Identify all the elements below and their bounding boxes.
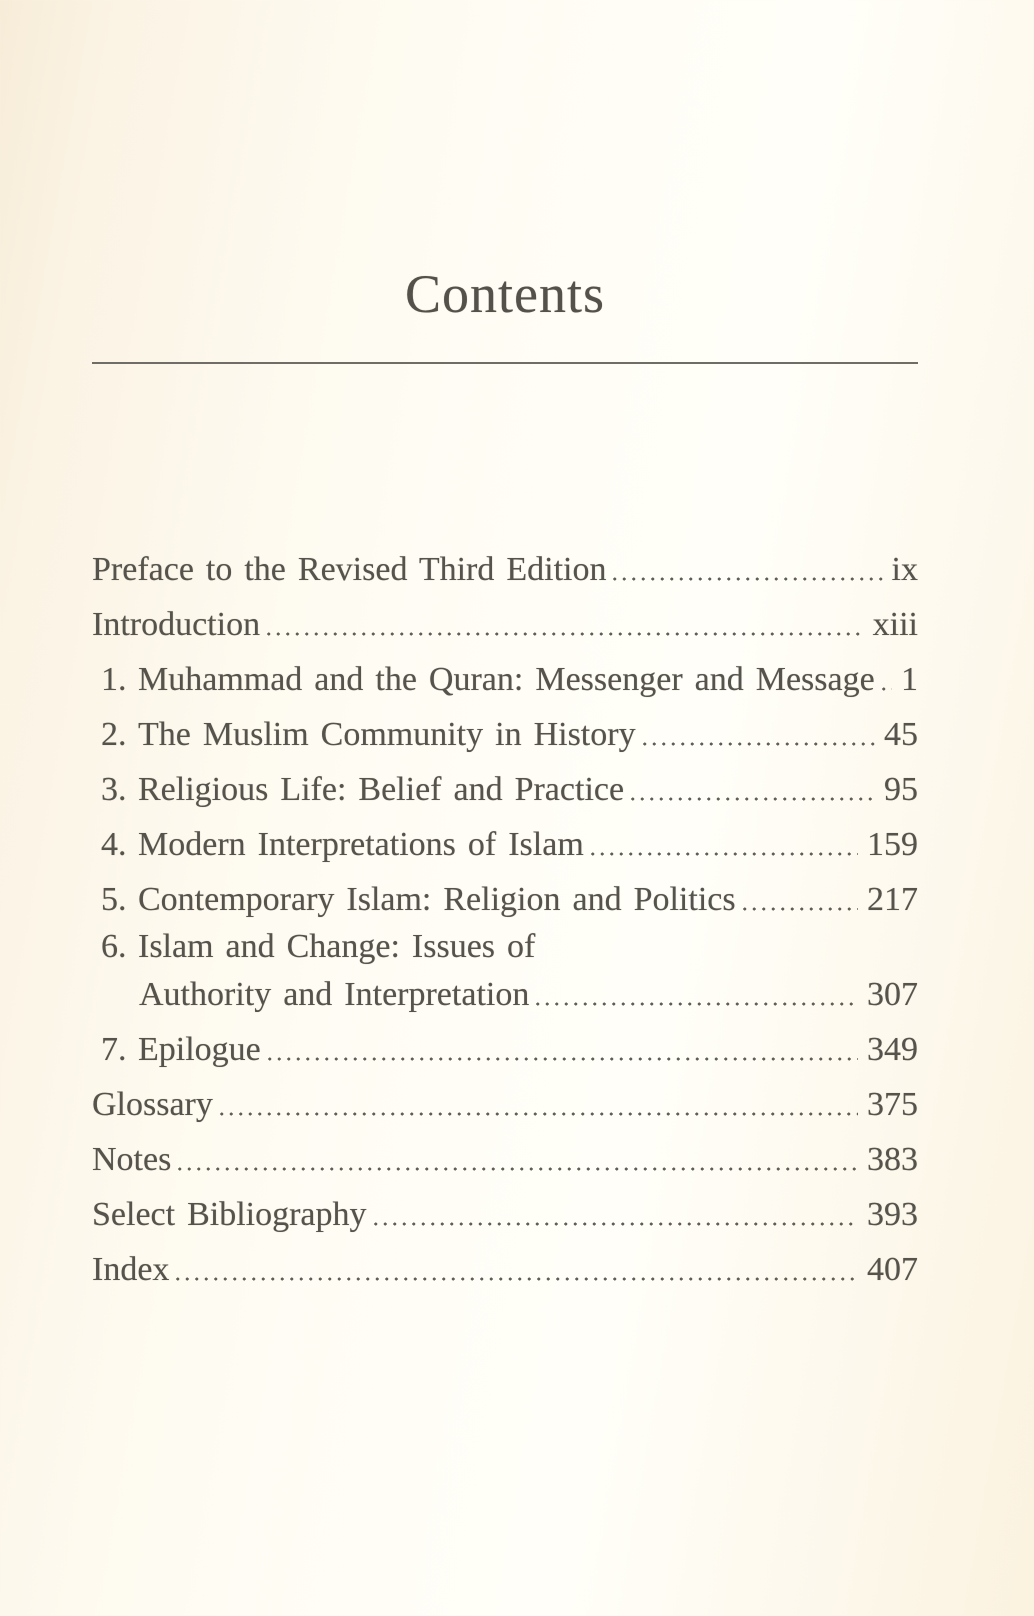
dot-leader (875, 652, 901, 707)
page-number: 349 (867, 1031, 918, 1068)
toc-entry (92, 597, 918, 652)
toc-entry (92, 872, 918, 927)
page-number: ix (891, 551, 918, 588)
entry-label: Glossary (92, 1086, 213, 1123)
toc-entry (92, 1187, 918, 1242)
entry-number: 7. (101, 1031, 127, 1068)
page-number: 159 (867, 826, 918, 863)
toc-entry (92, 542, 918, 597)
page-number: 1 (901, 661, 918, 698)
entry-label-continued: Authority and Interpretation (139, 976, 530, 1013)
page-number: 375 (867, 1086, 918, 1123)
dot-leader (171, 1132, 867, 1187)
book-page (0, 264, 1034, 1297)
toc-entry-line (92, 1242, 918, 1297)
entry-number: 2. (101, 716, 127, 753)
toc-entry-line (92, 1022, 918, 1077)
scanned-book-page (0, 264, 1034, 1616)
page-number: 407 (867, 1251, 918, 1288)
page-number: 217 (867, 881, 918, 918)
entry-label: Index (92, 1251, 170, 1288)
title-divider (92, 362, 918, 364)
toc-entry-line (92, 1132, 918, 1187)
page-title: Contents (404, 264, 605, 324)
entry-label: Islam and Change: Issues of (138, 928, 536, 965)
entry-number: 1. (101, 661, 127, 698)
toc-entry-line (92, 872, 918, 927)
toc-entry (92, 1022, 918, 1077)
dot-leader (367, 1187, 867, 1242)
dot-leader (213, 1077, 867, 1132)
entry-label: Contemporary Islam: Religion and Politics (138, 881, 736, 918)
dot-leader (584, 817, 867, 872)
dot-leader (606, 542, 891, 597)
toc-entry (92, 1077, 918, 1132)
page-number: 45 (884, 716, 918, 753)
toc-entry-line (92, 652, 918, 707)
dot-leader (529, 967, 867, 1022)
toc-entry (92, 927, 918, 1022)
toc-entry (92, 1242, 918, 1297)
dot-leader (169, 1242, 867, 1297)
toc-list (92, 542, 918, 1297)
page-number: 383 (867, 1141, 918, 1178)
entry-label: Religious Life: Belief and Practice (138, 771, 625, 808)
entry-number: 3. (101, 771, 127, 808)
toc-entry (92, 707, 918, 762)
toc-entry-line (92, 597, 918, 652)
toc-entry-line (92, 542, 918, 597)
page-number: 393 (867, 1196, 918, 1233)
toc-entry-line (92, 1187, 918, 1242)
dot-leader (624, 762, 884, 817)
dot-leader (736, 872, 867, 927)
entry-label: Modern Interpretations of Islam (138, 826, 584, 863)
entry-number: 5. (101, 881, 127, 918)
toc-entry-line (92, 817, 918, 872)
dot-leader (636, 707, 884, 762)
page-number: 95 (884, 771, 918, 808)
entry-label: The Muslim Community in History (138, 716, 636, 753)
toc-entry-line (92, 1077, 918, 1132)
entry-label: Introduction (92, 606, 261, 643)
toc-entry (92, 762, 918, 817)
entry-label: Notes (92, 1141, 172, 1178)
page-number: 307 (867, 976, 918, 1013)
toc-entry-line (92, 927, 918, 967)
page-number: xiii (872, 606, 918, 643)
dot-leader (261, 1022, 867, 1077)
toc-entry (92, 1132, 918, 1187)
entry-label: Muhammad and the Quran: Messenger and Message (138, 661, 875, 698)
toc-entry (92, 652, 918, 707)
toc-entry-line (92, 967, 918, 1022)
toc-entry-line (92, 762, 918, 817)
toc-entry-line (92, 707, 918, 762)
entry-label: Epilogue (138, 1031, 261, 1068)
entry-number: 6. (101, 928, 127, 965)
entry-number: 4. (101, 826, 127, 863)
entry-label: Preface to the Revised Third Edition (92, 551, 607, 588)
entry-label: Select Bibliography (92, 1196, 367, 1233)
dot-leader (260, 597, 873, 652)
toc-entry (92, 817, 918, 872)
